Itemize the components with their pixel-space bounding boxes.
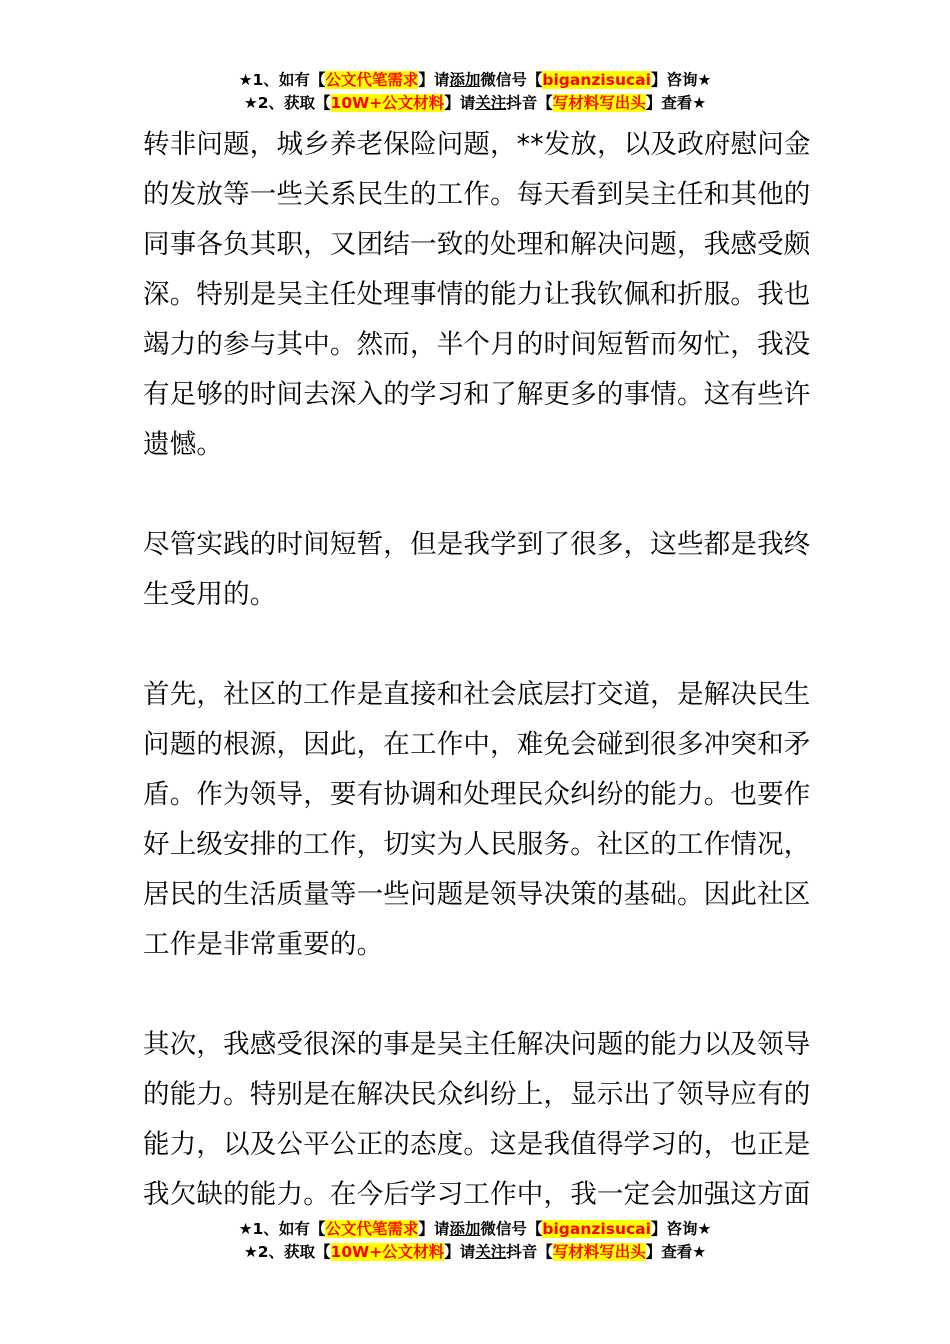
banner-line-1: ★1、如有【公文代笔需求】请添加微信号【biganzisucai】咨询★ [238,71,712,89]
highlight-service: 公文代笔需求 [325,71,419,89]
paragraph-1: 转非问题，城乡养老保险问题，**发放，以及政府慰问金 的发放等一些关系民生的工作。每天看到吴主任和其他的 同事各负其职，又团结一致的处理和解决问题，我感受颇 深。特别是吴主任处理事情的能力让我钦佩和折服。我也 竭力的参与其中。然而，半个月的时间短暂而匆忙，我没 有足够的时间去深入的学习和了解更多的事情。这有些许 遗憾。 [143,129,811,460]
highlight-materials: 10W+公文材料 [330,94,445,112]
highlight-douyin-account: 写材料写出头 [552,1243,646,1261]
highlight-wechat-id: biganzisucai [542,71,651,89]
footer-banner [0,1218,950,1264]
banner-line-1: ★1、如有【公文代笔需求】请添加微信号【biganzisucai】咨询★ [238,1220,712,1238]
banner-line-2: ★2、获取【10W+公文材料】请关注抖音【写材料写出头】查看★ [243,1243,707,1261]
document-body [143,120,811,1220]
highlight-materials: 10W+公文材料 [330,1243,445,1261]
highlight-service: 公文代笔需求 [325,1220,419,1238]
highlight-douyin-account: 写材料写出头 [552,94,646,112]
banner-line-2: ★2、获取【10W+公文材料】请关注抖音【写材料写出头】查看★ [243,94,707,112]
paragraph-3: 首先，社区的工作是直接和社会底层打交道，是解决民生 问题的根源，因此，在工作中，难免会碰到很多冲突和矛 盾。作为领导，要有协调和处理民众纠纷的能力。也要作 好上级安排的工作，切实为人民服务。社区的工作情况， 居民的生活质量等一些问题是领导决策的基础。因此社区 工作是非常重要的。 [143,679,811,960]
header-banner [0,69,950,115]
highlight-wechat-id: biganzisucai [542,1220,651,1238]
paragraph-4: 其次，我感受很深的事是吴主任解决问题的能力以及领导 的能力。特别是在解决民众纠纷上，显示出了领导应有的 能力，以及公平公正的态度。这是我值得学习的，也正是 我欠缺的能力。在今后学习工作中，我一定会加强这方面 [143,1029,811,1210]
paragraph-2: 尽管实践的时间短暂，但是我学到了很多，这些都是我终 生受用的。 [143,529,811,610]
